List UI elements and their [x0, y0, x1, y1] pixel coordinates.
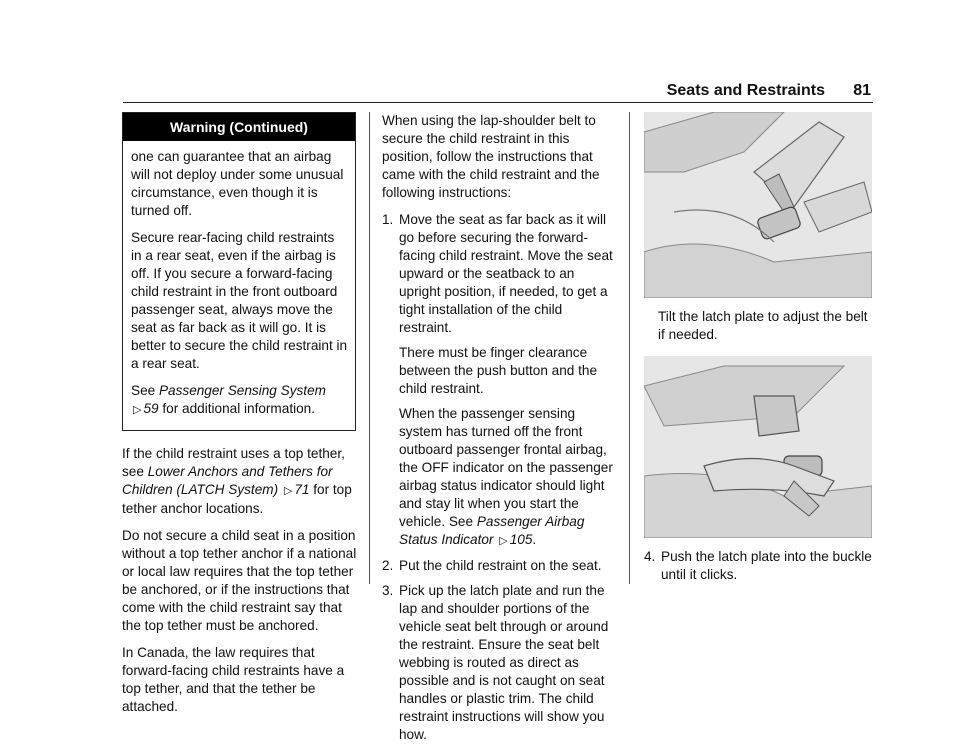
step-text: Move the seat as far back as it will go before securing the forward-facing child restraint. Move the seat upward or the seatback to an upright position, if needed, to get a tight installation of the child restraint.: [399, 212, 613, 335]
intro-paragraph: When using the lap-shoulder belt to secure the child restraint in this position, follow the instructions that came with the child restraint and the following instructions:: [382, 113, 600, 200]
warning-paragraph: See Passenger Sensing System ▷ 59 for additional information.: [131, 383, 326, 416]
step-text: Put the child restraint on the seat.: [399, 558, 602, 573]
paragraph: If the child restraint uses a top tether, see Lower Anchors and Tethers for Children (LATCH System) ▷ 71 for top tether anchor locations.: [122, 446, 352, 516]
step-number: 4.: [644, 549, 656, 564]
paragraph: In Canada, the law requires that forward-facing child restraints have a top tether, and that the tether be attached.: [122, 645, 345, 714]
page-reference-arrow-icon: ▷: [499, 535, 508, 547]
warning-heading: Warning (Continued): [123, 113, 355, 141]
step-number: 1.: [382, 212, 394, 227]
passenger-sensing-system-link[interactable]: Passenger Sensing System: [158, 383, 326, 398]
page-reference-arrow-icon: ▷: [133, 404, 142, 416]
warning-box: [122, 112, 356, 431]
column-divider: [369, 112, 370, 584]
column-left: [122, 112, 358, 725]
page-ref[interactable]: 105: [509, 532, 533, 547]
step-note: When the passenger sensing system has turned off the front outboard passenger frontal airbag, the OFF indicator on the passenger airbag status indicator should light and stay lit when you start the vehicle. See Passenger Airbag Status Indicator ▷ 105.: [399, 406, 613, 547]
list-item: [382, 582, 616, 744]
list-item: [644, 548, 874, 584]
column-divider: [629, 112, 630, 584]
page-header: [123, 78, 873, 103]
warning-body: [123, 141, 355, 430]
latch-system-link[interactable]: Lower Anchors and Tethers for Children (LATCH System): [122, 464, 333, 497]
warning-paragraph: Secure rear-facing child restraints in a rear seat, even if the airbag is off. If you secure a forward-facing child restraint in the front outboard passenger seat, always move the seat as far back as it will go. It is better to secure the child restraint in a rear seat.: [131, 230, 348, 371]
page-reference-arrow-icon: ▷: [283, 485, 293, 497]
column-right: [644, 112, 874, 591]
passenger-airbag-status-indicator-link[interactable]: Passenger Airbag Status Indicator: [399, 514, 585, 547]
list-item: [382, 557, 616, 575]
page-ref[interactable]: 59: [143, 401, 159, 416]
instruction-list: [644, 548, 874, 584]
illustration-caption: Tilt the latch plate to adjust the belt if needed.: [658, 309, 868, 342]
column-middle: [382, 112, 616, 751]
page-ref[interactable]: 71: [294, 482, 310, 497]
step-text: Push the latch plate into the buckle until it clicks.: [661, 549, 872, 582]
list-item: [382, 211, 616, 550]
step-number: 3.: [382, 583, 394, 598]
buckle-illustration: [644, 356, 872, 538]
step-number: 2.: [382, 558, 394, 573]
step-note: There must be finger clearance between the push button and the child restraint.: [399, 345, 598, 396]
paragraph: Do not secure a child seat in a position without a top tether anchor if a national or local law requires that the top tether be anchored, or if the instructions that come with the child restraint say that the top tether must be anchored.: [122, 528, 357, 633]
page-number: 81: [853, 82, 871, 99]
latch-plate-illustration: [644, 112, 872, 298]
instruction-list: [382, 211, 616, 744]
section-title: Seats and Restraints: [666, 82, 825, 99]
step-text: Pick up the latch plate and run the lap and shoulder portions of the vehicle seat belt through or around the restraint. Ensure the seat belt webbing is routed as direct as possible and is not caught on seat handles or plastic trim. The child restraint instructions will show you how.: [399, 583, 609, 742]
warning-paragraph: one can guarantee that an airbag will not deploy under some unusual circumstance, even though it is turned off.: [131, 149, 344, 218]
